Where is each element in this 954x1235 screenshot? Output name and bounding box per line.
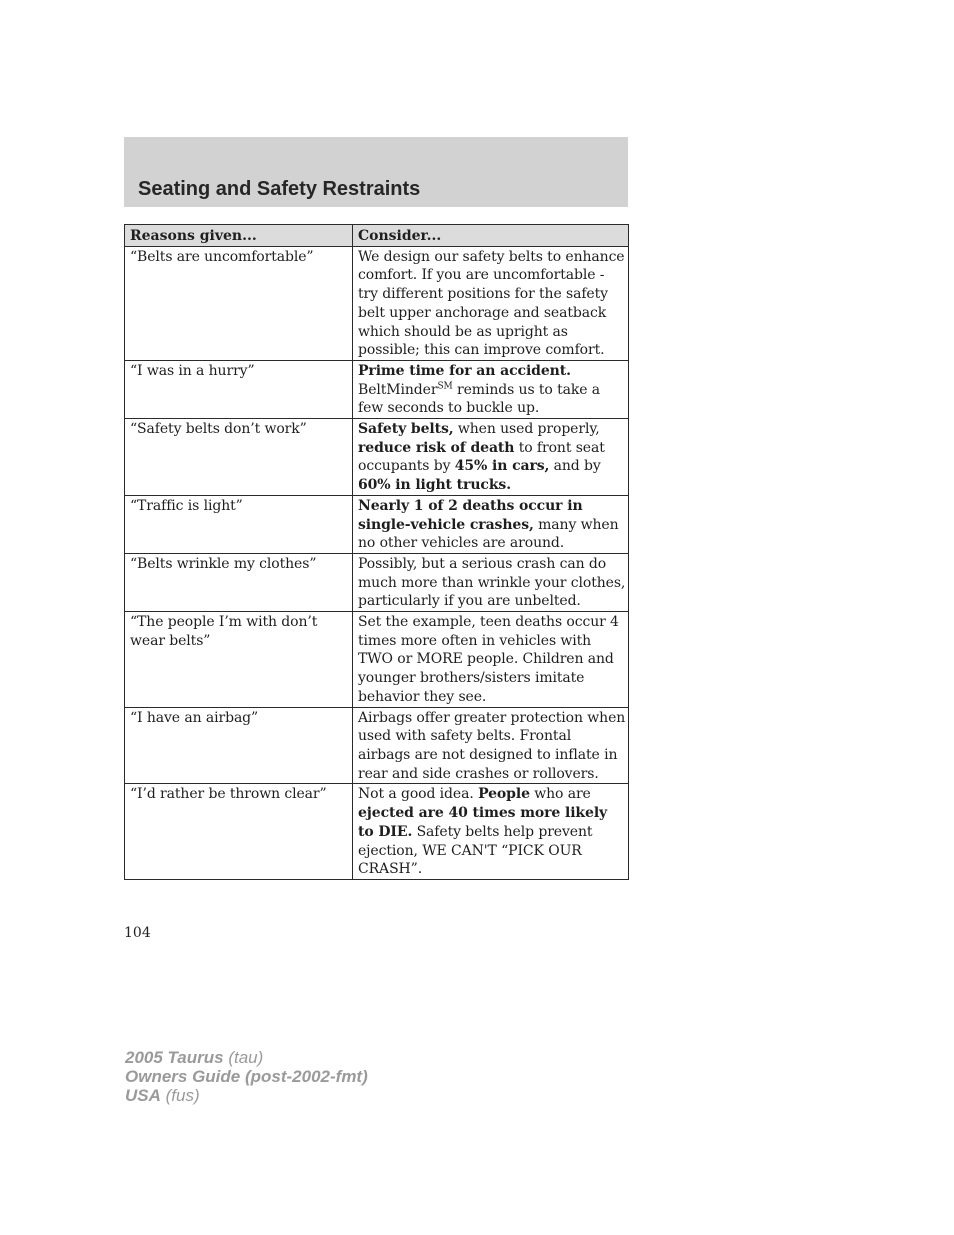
footer-model-code: (tau) [223, 1048, 264, 1067]
text-segment: to front seat occupants by [358, 439, 605, 475]
reason-cell: “I’d rather be thrown clear” [125, 784, 353, 880]
reason-cell: “The people I’m with don’t wear belts” [125, 612, 353, 708]
reason-cell: “Belts are uncomfortable” [125, 246, 353, 360]
table-row [125, 419, 629, 496]
section-title: Seating and Safety Restraints [138, 178, 421, 200]
consider-cell [353, 246, 629, 360]
bold-text-segment: ejected are 40 times more likely to DIE. [358, 805, 608, 840]
bold-text-segment: Nearly 1 of 2 deaths occur in single-vehicle crashes, [358, 497, 583, 533]
reason-cell: “I have an airbag” [125, 707, 353, 784]
reasons-table [124, 224, 629, 880]
text-segment: reminds us to take a few seconds to buckle up. [358, 381, 601, 417]
table-row [125, 553, 629, 611]
consider-cell [353, 784, 629, 880]
service-mark: SM [437, 380, 453, 391]
text-segment: Safety belts help prevent ejection, WE CAN'T “PICK OUR CRASH”. [358, 823, 593, 878]
text-segment: and by [549, 458, 601, 475]
consider-cell [353, 553, 629, 611]
bold-text-segment: reduce risk of death [358, 439, 515, 456]
footer-guide: Owners Guide (post-2002-fmt) [125, 1067, 368, 1086]
footer-market-code: (fus) [160, 1086, 200, 1105]
text-segment: Possibly, but a serious crash can do much more than wrinkle your clothes, particularly if you are unbelted. [358, 555, 626, 610]
text-segment: many when no other vehicles are around. [358, 516, 619, 552]
table-row [125, 784, 629, 880]
consider-cell [353, 360, 629, 418]
text-segment: who are [529, 786, 591, 803]
page-number: 104 [124, 925, 151, 941]
column-header-consider: Consider... [353, 225, 629, 247]
footer-line-model [125, 1048, 368, 1067]
text-segment: BeltMinder [358, 381, 438, 398]
bold-text-segment: Safety belts, [358, 421, 454, 438]
text-segment: Not a good idea. [358, 786, 479, 803]
consider-cell [353, 612, 629, 708]
bold-text-segment: 60% in light trucks. [358, 477, 511, 494]
reason-cell: “Belts wrinkle my clothes” [125, 553, 353, 611]
consider-cell [353, 707, 629, 784]
table-row [125, 360, 629, 418]
footer-market: USA [125, 1086, 161, 1105]
text-segment: when used properly, [453, 421, 600, 438]
bold-text-segment: Prime time for an accident. [358, 362, 571, 379]
section-header-band [124, 137, 628, 207]
table-row [125, 246, 629, 360]
consider-cell [353, 419, 629, 496]
reason-cell: “Traffic is light” [125, 495, 353, 553]
bold-text-segment: 45% in cars, [454, 458, 550, 475]
text-segment: Set the example, teen deaths occur 4 times more often in vehicles with TWO or MORE people. Children and younger brothers/sisters imitate behavior they see. [358, 614, 619, 705]
reason-cell: “I was in a hurry” [125, 360, 353, 418]
table-row [125, 612, 629, 708]
table-row [125, 495, 629, 553]
footer-line-market [125, 1086, 368, 1105]
text-segment: We design our safety belts to enhance comfort. If you are uncomfortable - try different positions for the safety belt upper anchorage and seatback which should be as upright as possible; this can improve comfort. [358, 248, 625, 359]
footer-line-guide [125, 1067, 368, 1086]
column-header-reasons: Reasons given... [125, 225, 353, 247]
table-header-row [125, 225, 629, 247]
bold-text-segment: People [478, 786, 530, 803]
footer-model: 2005 Taurus [125, 1048, 224, 1067]
reason-cell: “Safety belts don’t work” [125, 419, 353, 496]
text-segment: Airbags offer greater protection when used with safety belts. Frontal airbags are not designed to inflate in rear and side crashes or rollovers. [358, 709, 626, 782]
document-footer [125, 1048, 368, 1105]
table-row [125, 707, 629, 784]
table-body [125, 246, 629, 879]
consider-cell [353, 495, 629, 553]
